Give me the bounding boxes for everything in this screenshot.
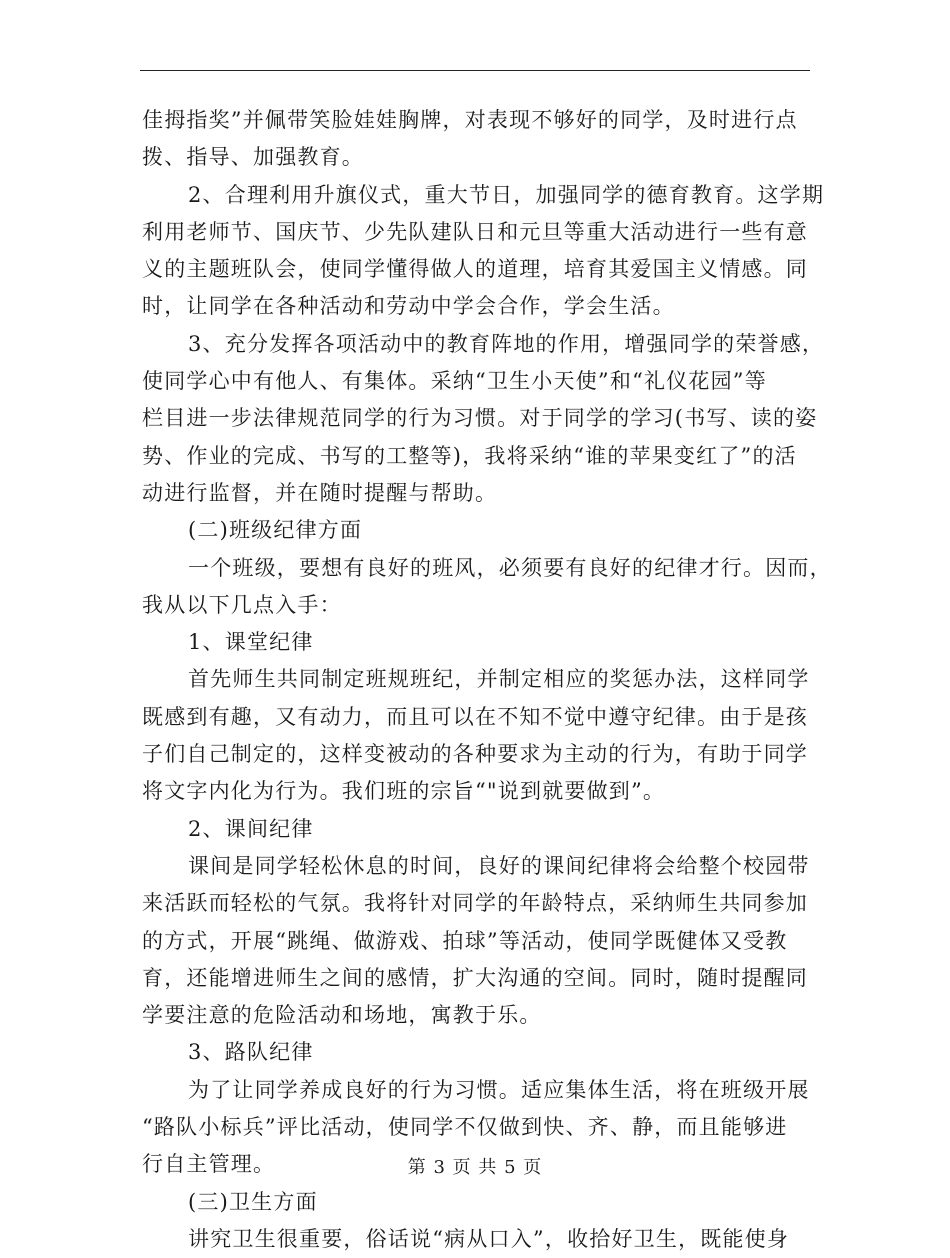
text-line: 利用老师节、国庆节、少先队建队日和元旦等重大活动进行一些有意 — [142, 219, 808, 244]
text-line: 来活跃而轻松的气氛。我将针对同学的年龄特点，采纳师生共同参加 — [142, 891, 808, 916]
text-line: 2、课间纪律 — [188, 816, 314, 841]
text-line: 学要注意的危险活动和场地，寓教于乐。 — [142, 1003, 542, 1028]
text-line: 使同学心中有他人、有集体。采纳“卫生小天使”和“礼仪花园”等 — [142, 369, 767, 394]
text-line: 栏目进一步法律规范同学的行为习惯。对于同学的学习(书写、读的姿 — [142, 406, 818, 431]
document-body — [142, 102, 832, 1258]
text-line: 首先师生共同制定班规班纪，并制定相应的奖惩办法，这样同学 — [188, 667, 810, 692]
text-line: 子们自己制定的，这样变被动的各种要求为主动的行为，有助于同学 — [142, 742, 808, 767]
text-line: 一个班级，要想有良好的班风，必须要有良好的纪律才行。因而， — [188, 555, 832, 580]
text-line: 3、充分发挥各项活动中的教育阵地的作用，增强同学的荣誉感， — [188, 331, 825, 356]
text-line: (三)卫生方面 — [188, 1189, 318, 1214]
text-line: 育，还能增进师生之间的感情，扩大沟通的空间。同时，随时提醒同 — [142, 965, 808, 990]
text-line: 为了让同学养成良好的行为习惯。适应集体生活，将在班级开展 — [188, 1077, 810, 1102]
text-line: 2、合理利用升旗仪式，重大节日，加强同学的德育教育。这学期 — [188, 182, 825, 207]
text-line: 动进行监督，并在随时提醒与帮助。 — [142, 480, 498, 505]
text-line: 1、课堂纪律 — [188, 630, 314, 655]
header-rule — [140, 70, 810, 71]
text-line: 既感到有趣，又有动力，而且可以在不知不觉中遵守纪律。由于是孩 — [142, 704, 808, 729]
text-line: 势、作业的完成、书写的工整等)，我将采纳“谁的苹果变红了”的活 — [142, 443, 797, 468]
text-line: 拨、指导、加强教育。 — [142, 145, 364, 170]
text-line: 的方式，开展“跳绳、做游戏、拍球”等活动，使同学既健体又受教 — [142, 928, 788, 953]
text-line: 佳拇指奖”并佩带笑脸娃娃胸牌，对表现不够好的同学，及时进行点 — [142, 108, 798, 132]
page-footer: 第 3 页 共 5 页 — [407, 1157, 543, 1178]
text-line: 义的主题班队会，使同学懂得做人的道理，培育其爱国主义情感。同 — [142, 257, 808, 282]
text-line: (二)班级纪律方面 — [188, 518, 363, 543]
text-line: 我从以下几点入手： — [142, 592, 342, 617]
text-line: 行自主管理。 — [142, 1152, 276, 1177]
text-line: 将文字内化为行为。我们班的宗旨“"说到就要做到”。 — [142, 779, 666, 804]
text-line: “路队小标兵”评比活动，使同学不仅做到快、齐、静，而且能够进 — [142, 1115, 788, 1140]
text-line: 课间是同学轻松休息的时间，良好的课间纪律将会给整个校园带 — [188, 853, 810, 878]
text-line: 时，让同学在各种活动和劳动中学会合作，学会生活。 — [142, 294, 675, 319]
text-line: 3、路队纪律 — [188, 1040, 314, 1065]
text-line: 讲究卫生很重要，俗话说“病从口入”，收拾好卫生，既能使身 — [188, 1226, 790, 1251]
